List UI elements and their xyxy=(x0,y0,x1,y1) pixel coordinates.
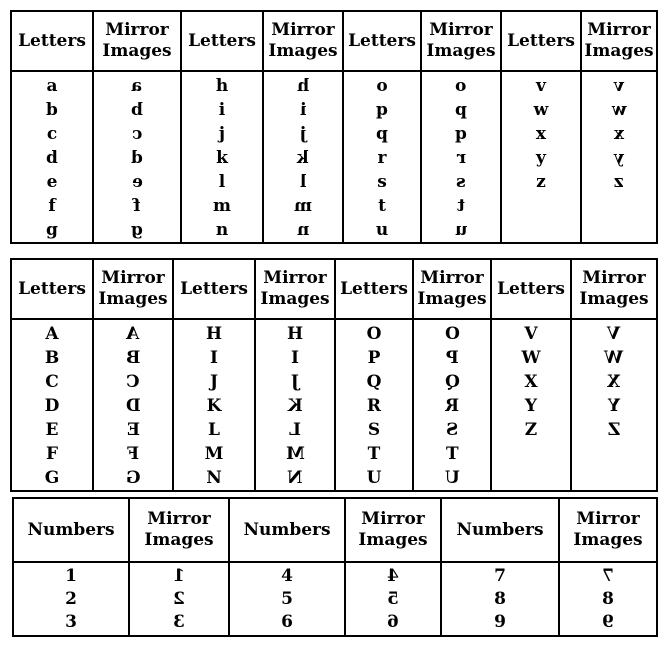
mirror-glyph: c xyxy=(131,124,143,144)
table-row xyxy=(11,319,657,491)
numbers-table xyxy=(12,497,658,637)
mirror-images-column xyxy=(93,71,181,243)
glyph: b xyxy=(46,100,58,120)
mirror-glyph: P xyxy=(445,348,459,368)
mirror-glyph: J xyxy=(290,372,300,392)
mirror-glyph: p xyxy=(455,100,467,120)
letters-column xyxy=(173,319,255,491)
letters-column xyxy=(11,319,93,491)
mirror-glyph: 5 xyxy=(387,589,399,609)
mirror-glyph: S xyxy=(445,420,459,440)
glyph: V xyxy=(524,324,538,344)
mirror-glyph: a xyxy=(131,76,143,96)
mirror-glyph: M xyxy=(285,444,305,464)
mirror-glyph: 7 xyxy=(602,566,614,586)
glyph: A xyxy=(45,324,59,344)
header-numbers: Numbers xyxy=(229,498,345,562)
mirror-glyph: j xyxy=(299,124,307,144)
letters-column xyxy=(343,71,421,243)
glyph: p xyxy=(376,100,388,120)
glyph: z xyxy=(536,172,546,192)
mirror-glyph: y xyxy=(614,148,624,168)
header-mirror-images: Mirror Images xyxy=(255,259,335,319)
mirror-images-column xyxy=(129,562,229,636)
glyph: L xyxy=(208,420,220,440)
mirror-glyph: 8 xyxy=(602,589,614,609)
mirror-glyph: s xyxy=(456,172,466,192)
glyph: y xyxy=(536,148,546,168)
glyph: o xyxy=(376,76,388,96)
glyph: G xyxy=(44,468,60,488)
glyph: S xyxy=(367,420,381,440)
glyph: 8 xyxy=(494,589,506,609)
header-letters: Letters xyxy=(491,259,571,319)
letters-column xyxy=(335,319,413,491)
numbers-column xyxy=(229,562,345,636)
glyph: e xyxy=(46,172,58,192)
numbers-column xyxy=(13,562,129,636)
mirror-glyph: 6 xyxy=(387,612,399,632)
glyph: 5 xyxy=(281,589,293,609)
mirror-images-column xyxy=(559,562,657,636)
glyph: Z xyxy=(524,420,538,440)
glyph: Y xyxy=(524,396,538,416)
mirror-glyph: n xyxy=(296,220,310,240)
table-row xyxy=(11,71,657,243)
glyph: 9 xyxy=(494,612,506,632)
mirror-glyph: O xyxy=(444,324,460,344)
letters-column xyxy=(501,71,581,243)
mirror-glyph: x xyxy=(613,124,625,144)
glyph: D xyxy=(44,396,60,416)
mirror-glyph: A xyxy=(126,324,140,344)
glyph: q xyxy=(376,124,388,144)
table-row xyxy=(13,562,657,636)
mirror-glyph: 1 xyxy=(173,566,185,586)
mirror-glyph: d xyxy=(131,148,143,168)
mirror-glyph: X xyxy=(607,372,621,392)
mirror-glyph: H xyxy=(286,324,304,344)
mirror-images-column xyxy=(413,319,491,491)
mirror-images-column xyxy=(93,319,173,491)
letters-column xyxy=(11,71,93,243)
glyph: F xyxy=(45,444,59,464)
lowercase-letters-table xyxy=(10,10,658,244)
glyph: v xyxy=(536,76,546,96)
mirror-glyph: 2 xyxy=(173,589,185,609)
letters-column xyxy=(181,71,263,243)
mirror-glyph: o xyxy=(455,76,467,96)
mirror-glyph: D xyxy=(125,396,141,416)
header-mirror-images: Mirror Images xyxy=(571,259,657,319)
glyph: M xyxy=(204,444,224,464)
mirror-glyph: 9 xyxy=(602,612,614,632)
glyph: B xyxy=(44,348,60,368)
mirror-glyph: q xyxy=(455,124,467,144)
glyph: K xyxy=(206,396,222,416)
mirror-glyph: m xyxy=(294,196,312,216)
header-mirror-images: Mirror Images xyxy=(93,259,173,319)
mirror-glyph: e xyxy=(131,172,143,192)
header-mirror-images: Mirror Images xyxy=(559,498,657,562)
glyph: w xyxy=(533,100,549,120)
glyph: u xyxy=(375,220,389,240)
glyph: H xyxy=(205,324,223,344)
mirror-glyph: k xyxy=(297,148,309,168)
glyph: 6 xyxy=(281,612,293,632)
mirror-glyph: G xyxy=(125,468,141,488)
header-letters: Letters xyxy=(173,259,255,319)
mirror-glyph: u xyxy=(454,220,468,240)
glyph: 4 xyxy=(281,566,293,586)
glyph: g xyxy=(46,220,58,240)
glyph: m xyxy=(213,196,231,216)
glyph: J xyxy=(209,372,219,392)
header-letters: Letters xyxy=(11,11,93,71)
glyph: f xyxy=(48,196,56,216)
header-letters: Letters xyxy=(335,259,413,319)
mirror-glyph: t xyxy=(457,196,465,216)
glyph: C xyxy=(45,372,59,392)
mirror-glyph: L xyxy=(289,420,301,440)
glyph: x xyxy=(535,124,547,144)
mirror-glyph: g xyxy=(131,220,143,240)
header-mirror-images: Mirror Images xyxy=(413,259,491,319)
header-letters: Letters xyxy=(181,11,263,71)
mirror-glyph: h xyxy=(296,76,310,96)
glyph: N xyxy=(206,468,222,488)
mirror-glyph: 3 xyxy=(173,612,185,632)
numbers-column xyxy=(441,562,559,636)
glyph: E xyxy=(45,420,59,440)
glyph: I xyxy=(210,348,218,368)
mirror-glyph: f xyxy=(133,196,141,216)
header-mirror-images: Mirror Images xyxy=(345,498,441,562)
header-mirror-images: Mirror Images xyxy=(263,11,343,71)
mirror-glyph: i xyxy=(299,100,307,120)
glyph: t xyxy=(378,196,386,216)
glyph: W xyxy=(521,348,541,368)
header-mirror-images: Mirror Images xyxy=(129,498,229,562)
mirror-glyph: N xyxy=(287,468,303,488)
mirror-images-column xyxy=(571,319,657,491)
mirror-glyph: K xyxy=(287,396,303,416)
glyph: 3 xyxy=(65,612,77,632)
uppercase-letters-table xyxy=(10,258,658,492)
mirror-glyph: C xyxy=(126,372,140,392)
mirror-images-column xyxy=(345,562,441,636)
glyph: U xyxy=(366,468,382,488)
mirror-glyph: Q xyxy=(444,372,460,392)
mirror-glyph: b xyxy=(131,100,143,120)
mirror-glyph: R xyxy=(444,396,460,416)
header-mirror-images: Mirror Images xyxy=(93,11,181,71)
header-mirror-images: Mirror Images xyxy=(421,11,501,71)
header-letters: Letters xyxy=(343,11,421,71)
mirror-glyph: U xyxy=(444,468,460,488)
header-letters: Letters xyxy=(501,11,581,71)
glyph: d xyxy=(46,148,58,168)
glyph: 1 xyxy=(65,566,77,586)
mirror-glyph: Z xyxy=(607,420,621,440)
glyph: 2 xyxy=(65,589,77,609)
mirror-images-column xyxy=(263,71,343,243)
mirror-images-column xyxy=(581,71,657,243)
mirror-images-column xyxy=(255,319,335,491)
glyph: P xyxy=(367,348,381,368)
mirror-glyph: 4 xyxy=(387,566,399,586)
mirror-glyph: I xyxy=(291,348,299,368)
mirror-glyph: B xyxy=(125,348,141,368)
glyph: 7 xyxy=(494,566,506,586)
header-mirror-images: Mirror Images xyxy=(581,11,657,71)
mirror-glyph: F xyxy=(126,444,140,464)
glyph: l xyxy=(218,172,226,192)
mirror-glyph: E xyxy=(126,420,140,440)
mirror-images-column xyxy=(421,71,501,243)
glyph: O xyxy=(366,324,382,344)
glyph: r xyxy=(377,148,387,168)
mirror-glyph: Y xyxy=(607,396,621,416)
glyph: i xyxy=(218,100,226,120)
mirror-glyph: T xyxy=(445,444,459,464)
glyph: T xyxy=(367,444,381,464)
glyph: s xyxy=(377,172,387,192)
mirror-glyph: v xyxy=(614,76,624,96)
mirror-glyph: w xyxy=(611,100,627,120)
header-numbers: Numbers xyxy=(13,498,129,562)
glyph: k xyxy=(216,148,228,168)
header-numbers: Numbers xyxy=(441,498,559,562)
glyph: h xyxy=(215,76,229,96)
glyph: X xyxy=(524,372,538,392)
mirror-glyph: r xyxy=(456,148,466,168)
glyph: c xyxy=(46,124,58,144)
mirror-glyph: l xyxy=(299,172,307,192)
glyph: j xyxy=(218,124,226,144)
header-letters: Letters xyxy=(11,259,93,319)
mirror-glyph: V xyxy=(607,324,621,344)
glyph: a xyxy=(46,76,58,96)
glyph: n xyxy=(215,220,229,240)
glyph: R xyxy=(366,396,382,416)
mirror-glyph: z xyxy=(614,172,624,192)
glyph: Q xyxy=(366,372,382,392)
letters-column xyxy=(491,319,571,491)
mirror-glyph: W xyxy=(604,348,624,368)
